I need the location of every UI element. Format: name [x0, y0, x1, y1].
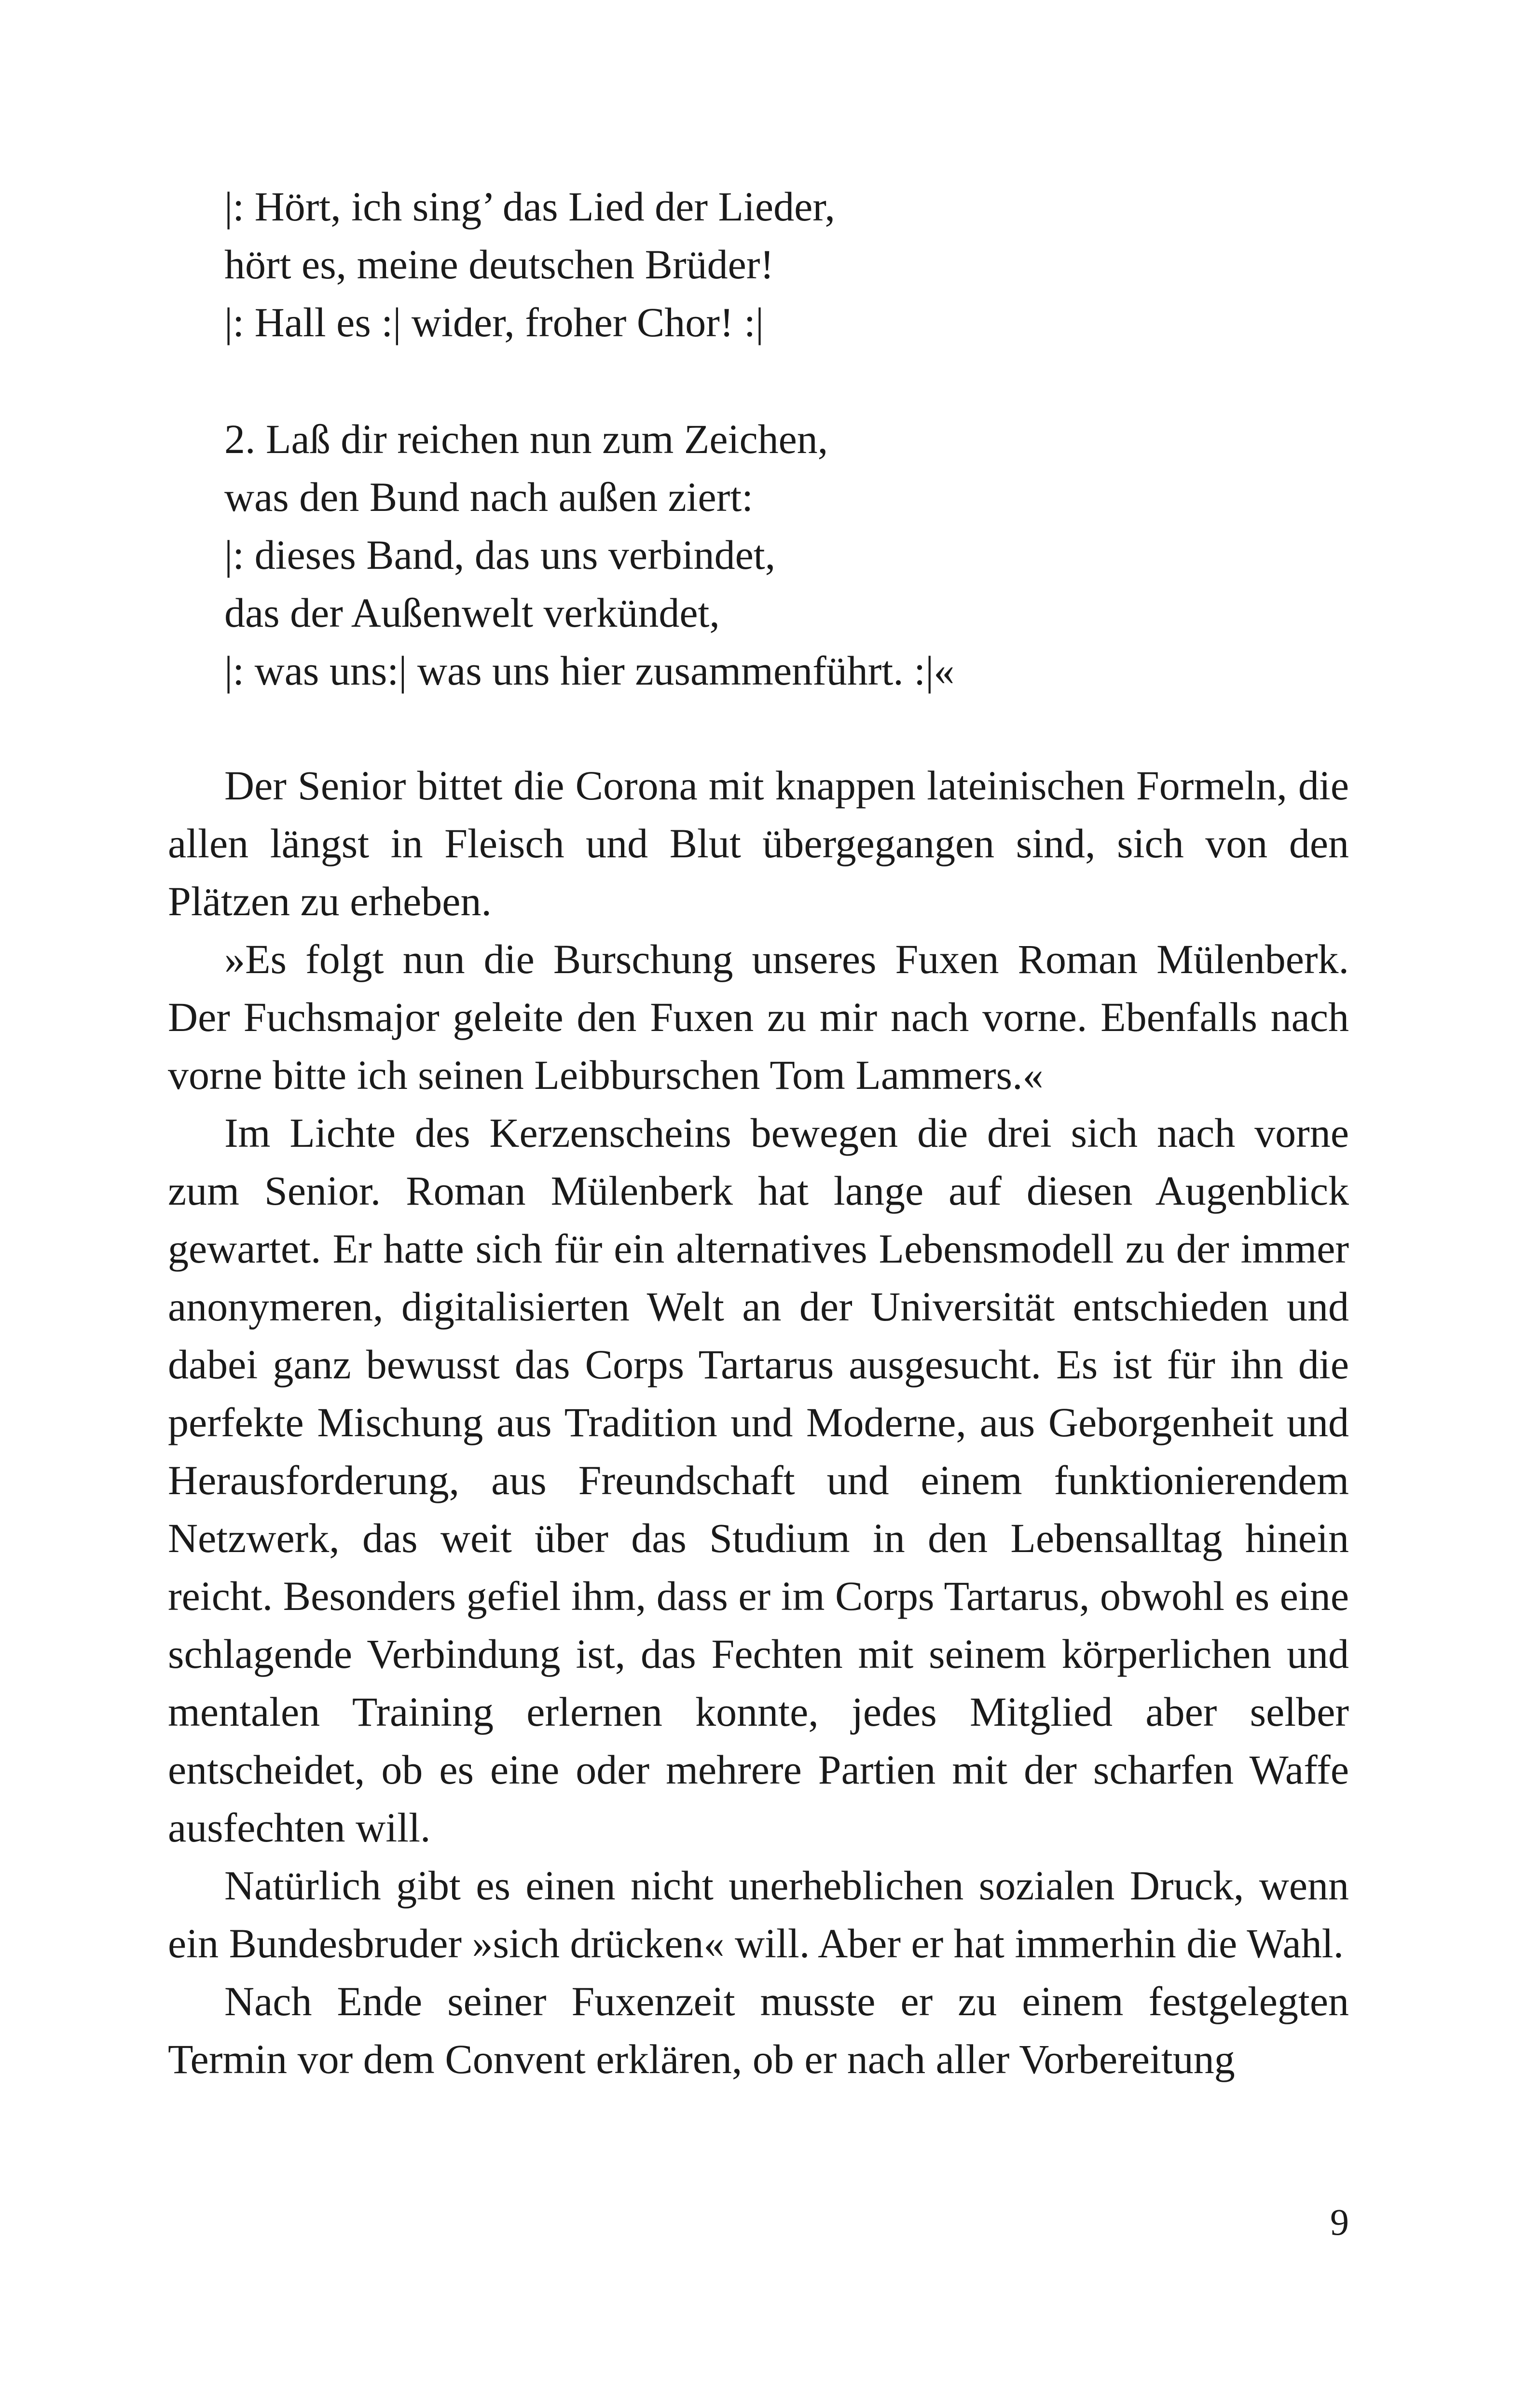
- paragraph: Im Lichte des Kerzenscheins bewegen die drei sich nach vorne zum Senior. Roman Mülenberk hat lange auf diesen Augenblick gewartet. Er hatte sich für ein alternatives Lebensmodell zu der immer anonymeren, digitalisierten Welt an der Universität entschieden und dabei ganz bewusst das Corps Tartarus ausgesucht. Es ist für ihn die perfekte Mischung aus Tradition und Moderne, aus Geborgenheit und Herausforderung, aus Freundschaft und einem funktionierendem Netzwerk, das weit über das Studium in den Lebensalltag hinein reicht. Besonders gefiel ihm, dass er im Corps Tartarus, obwohl es eine schlagende Verbindung ist, das Fechten mit seinem körperlichen und mentalen Training erlernen konnte, jedes Mitglied aber selber entscheidet, ob es eine oder mehrere Partien mit der scharfen Waffe ausfechten will.: [168, 1110, 1349, 1851]
- prose-body: [168, 756, 1349, 2088]
- verse-line: was den Bund nach außen ziert:: [224, 474, 754, 520]
- verse-line: |: was uns:| was uns hier zusammenführt. :|«: [224, 647, 955, 694]
- song-verse-1: [224, 178, 1334, 351]
- paragraph: Der Senior bittet die Corona mit knappen lateinischen Formeln, die allen längst in Fleisch und Blut übergegangen sind, sich von den Plätzen zu erheben.: [168, 762, 1349, 924]
- verse-line: |: dieses Band, das uns verbindet,: [224, 532, 776, 578]
- song-verse-2: [224, 410, 1334, 700]
- verse-line: das der Außenwelt verkündet,: [224, 590, 720, 636]
- verse-line: |: Hört, ich sing’ das Lied der Lieder,: [224, 183, 835, 230]
- paragraph: Natürlich gibt es einen nicht unerheblichen sozialen Druck, wenn ein Bundesbruder »sich drücken« will. Aber er hat immerhin die Wahl.: [168, 1862, 1349, 1966]
- page-number: 9: [1330, 2201, 1349, 2243]
- verse-line: |: Hall es :| wider, froher Chor! :|: [224, 299, 764, 345]
- verse-line: 2. Laß dir reichen nun zum Zeichen,: [224, 416, 828, 462]
- paragraph: »Es folgt nun die Burschung unseres Fuxen Roman Mülenberk. Der Fuchsmajor geleite den Fuxen zu mir nach vorne. Ebenfalls nach vorne bitte ich seinen Leibburschen Tom Lammers.«: [168, 936, 1349, 1098]
- verse-line: hört es, meine deutschen Brüder!: [224, 241, 774, 288]
- paragraph: Nach Ende seiner Fuxenzeit musste er zu einem festgelegten Termin vor dem Convent erklären, ob er nach aller Vorbereitung: [168, 1978, 1349, 2082]
